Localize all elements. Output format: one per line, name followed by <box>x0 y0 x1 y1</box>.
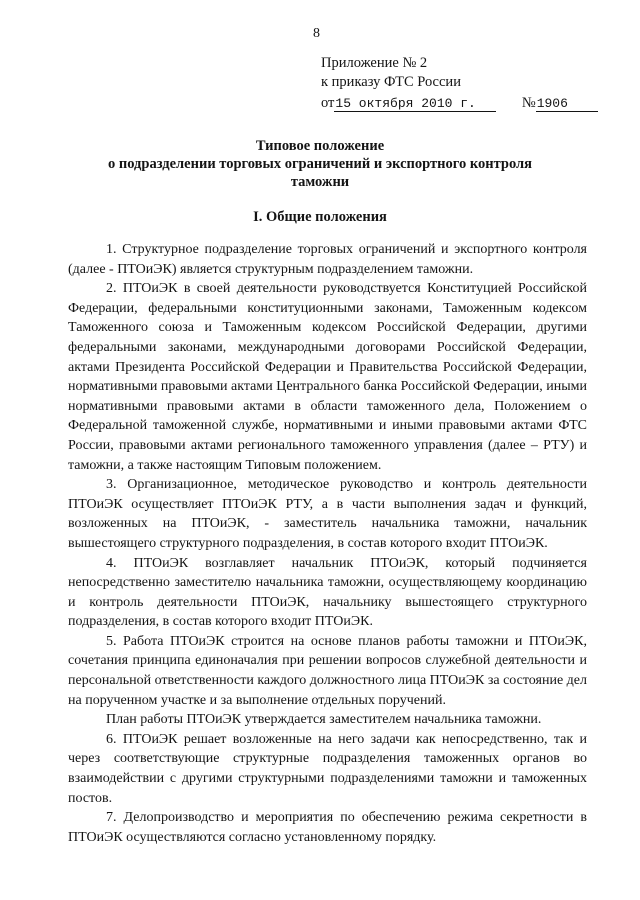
section-heading: I. Общие положения <box>253 209 387 225</box>
paragraph-2: 2. ПТОиЭК в своей деятельности руководствуется Конституцией Российской Федерации, федеральными конституционными законами, Таможенным кодексом Таможенного союза и Таможенным кодексом Российской Федерации, другими федеральными законами, международными договорами Российской Федерации, актами Президента Российской Федерации и Правительства Российской Федерации, нормативными правовыми актами Центрального банка Российской Федерации, иными нормативными правовыми актами в области таможенного дела, Положением о Федеральной таможенной службе, нормативными и иными правовыми актами ФТС России, правовыми актами регионального таможенного управления (далее – РТУ) и таможни, а также настоящим Типовым положением. <box>68 281 587 473</box>
order-date: 15 октября 2010 г. <box>334 96 495 112</box>
title-line-1: Типовое положение <box>255 138 385 154</box>
appendix-header <box>321 54 598 113</box>
number-prefix: № <box>521 95 536 111</box>
paragraph-5-note: План работы ПТОиЭК утверждается заместителем начальника таможни. <box>106 712 542 728</box>
title-line-2: о подразделении торговых ограничений и экспортного контроля <box>108 156 532 172</box>
appendix-order-reference: к приказу ФТС России <box>321 74 461 90</box>
paragraph-7: 7. Делопроизводство и мероприятия по обеспечению режима секретности в ПТОиЭК осуществляются согласно установленному порядку. <box>68 810 587 845</box>
order-number: 1906 <box>536 96 598 112</box>
paragraph-5: 5. Работа ПТОиЭК строится на основе планов работы таможни и ПТОиЭК, сочетания принципа единоначалия при решении вопросов служебной деятельности и персональной ответственности каждого должностного лица ПТОиЭК за состояние дел на порученном участке и за выполнение отдельных поручений. <box>68 633 587 708</box>
paragraph-4: 4. ПТОиЭК возглавляет начальник ПТОиЭК, который подчиняется непосредственно заместителю начальника таможни, осуществляющему координацию и контроль деятельности ПТОиЭК, начальнику вышестоящего структурного подразделения, в состав которого входит ПТОиЭК. <box>68 555 587 630</box>
date-prefix: от <box>321 95 335 111</box>
paragraph-1: 1. Структурное подразделение торговых ограничений и экспортного контроля (далее - ПТОиЭК) является структурным подразделением таможни. <box>68 242 587 277</box>
document-body <box>68 240 587 847</box>
paragraph-3: 3. Организационное, методическое руководство и контроль деятельности ПТОиЭК осуществляет ПТОиЭК РТУ, а в части выполнения задач и функций, возложенных на ПТОиЭК, - заместитель начальника таможни, начальник вышестоящего структурного подразделения, в состав которого входит ПТОиЭК. <box>68 477 587 551</box>
document-title <box>0 137 640 191</box>
order-number-group <box>522 94 598 113</box>
title-line-3: таможни <box>290 174 350 190</box>
order-date-number-line <box>321 94 598 113</box>
paragraph-6: 6. ПТОиЭК решает возложенные на него задачи как непосредственно, так и через соответствующие структурные подразделения таможенных органов во взаимодействии с другими структурными подразделениями таможни и таможенных постов. <box>68 731 587 806</box>
page-number: 8 <box>313 26 320 41</box>
appendix-label: Приложение № 2 <box>321 55 428 71</box>
